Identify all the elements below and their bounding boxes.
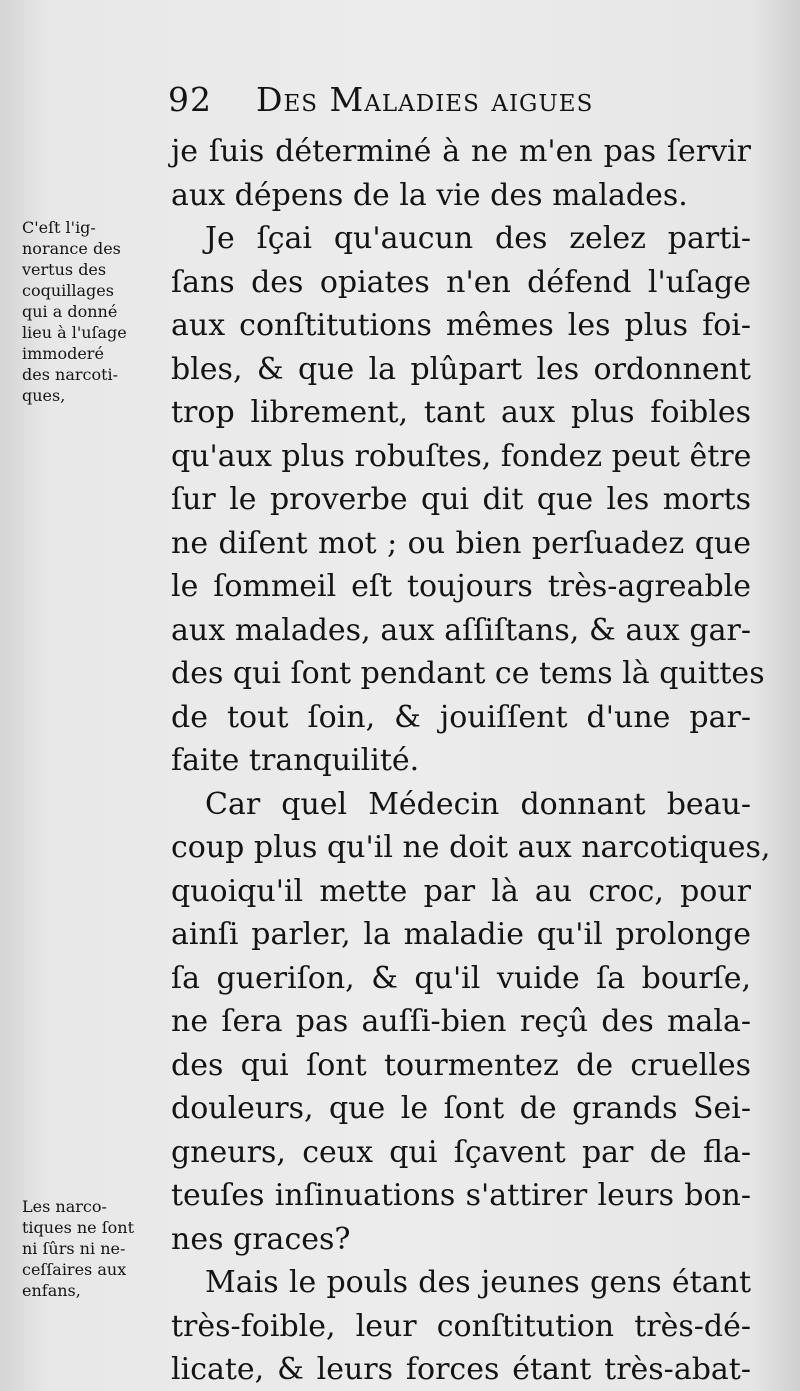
text-line: aux malades, aux aſſiſtans, & aux gar- [171,612,751,648]
margin-note-line: lieu à l'uſage [22,323,127,342]
margin-note-line: immoderé [22,344,104,363]
text-line: ſur le proverbe qui dit que les morts [171,482,751,517]
margin-note-narcotiques [22,1196,170,1301]
text-line: de tout ſoin, & jouiſſent d'une par- [171,699,751,735]
text-line: qu'aux plus robuſtes, fondez peut être [171,438,752,474]
text-line: je ſuis déterminé à ne m'en pas ſervir [171,134,751,169]
text-line: ne diſent mot ; ou bien perſuadez que [171,525,751,561]
margin-note-line: qui a donné [22,302,118,321]
body-text [171,130,771,1391]
text-line: très-foible, leur conſtitution très-dé- [171,1308,751,1344]
text-line: teuſes inſinuations s'attirer leurs bon- [171,1178,751,1213]
text-line: gneurs, ceux qui ſçavent par de fla- [171,1134,751,1170]
text-line: des qui ſont tourmentez de cruelles [171,1047,751,1083]
text-line: ainſi parler, la maladie qu'il prolonge [171,917,751,952]
running-header [168,80,688,124]
text-line: aux conſtitutions mêmes les plus foi- [171,308,751,343]
margin-note-line: enfans, [22,1281,81,1300]
text-line: nes graces? [171,1221,351,1257]
text-line: faite tranquilité. [171,743,420,778]
running-title: Des Maladies aigues [256,80,594,119]
margin-note-line: C'eſt l'ig- [22,218,96,237]
text-line: le ſommeil eſt toujours très-agreable [171,569,751,604]
text-line: Mais le pouls des jeunes gens étant [205,1265,751,1300]
text-line: ſans des opiates n'en défend l'uſage [171,264,751,300]
margin-note-ignorance [22,217,170,406]
text-line: quoiqu'il mette par là au croc, pour [171,873,751,909]
margin-note-line: tiques ne ſont [22,1218,135,1237]
page-number: 92 [168,80,212,119]
margin-note-line: coquillages [22,281,114,300]
margin-note-line: des narcoti- [22,365,119,384]
text-line: des qui ſont pendant ce tems là quittes [171,656,765,691]
text-line: ſa gueriſon, & qu'il vuide ſa bourſe, [171,960,751,996]
margin-note-line: norance des [22,239,121,258]
text-line: coup plus qu'il ne doit aux narcotiques, [171,830,771,865]
text-line: aux dépens de la vie des malades. [171,177,688,213]
text-line: Je ſçai qu'aucun des zelez parti- [205,221,751,256]
margin-note-line: ques, [22,386,66,405]
margin-note-line: ceſſaires aux [22,1260,127,1279]
text-line: Car quel Médecin donnant beau- [205,786,751,822]
margin-note-line: ni ſûrs ni ne- [22,1239,126,1258]
text-line: douleurs, que le ſont de grands Sei- [171,1091,751,1126]
margin-note-line: vertus des [22,260,107,279]
text-line: licate, & leurs forces étant très-abat- [171,1352,751,1387]
text-line: bles, & que la plûpart les ordonnent [171,351,751,387]
text-line: trop librement, tant aux plus foibles [171,395,751,430]
text-line: ne ſera pas auſſi-bien reçû des mala- [171,1004,751,1039]
margin-note-line: Les narco- [22,1197,107,1216]
